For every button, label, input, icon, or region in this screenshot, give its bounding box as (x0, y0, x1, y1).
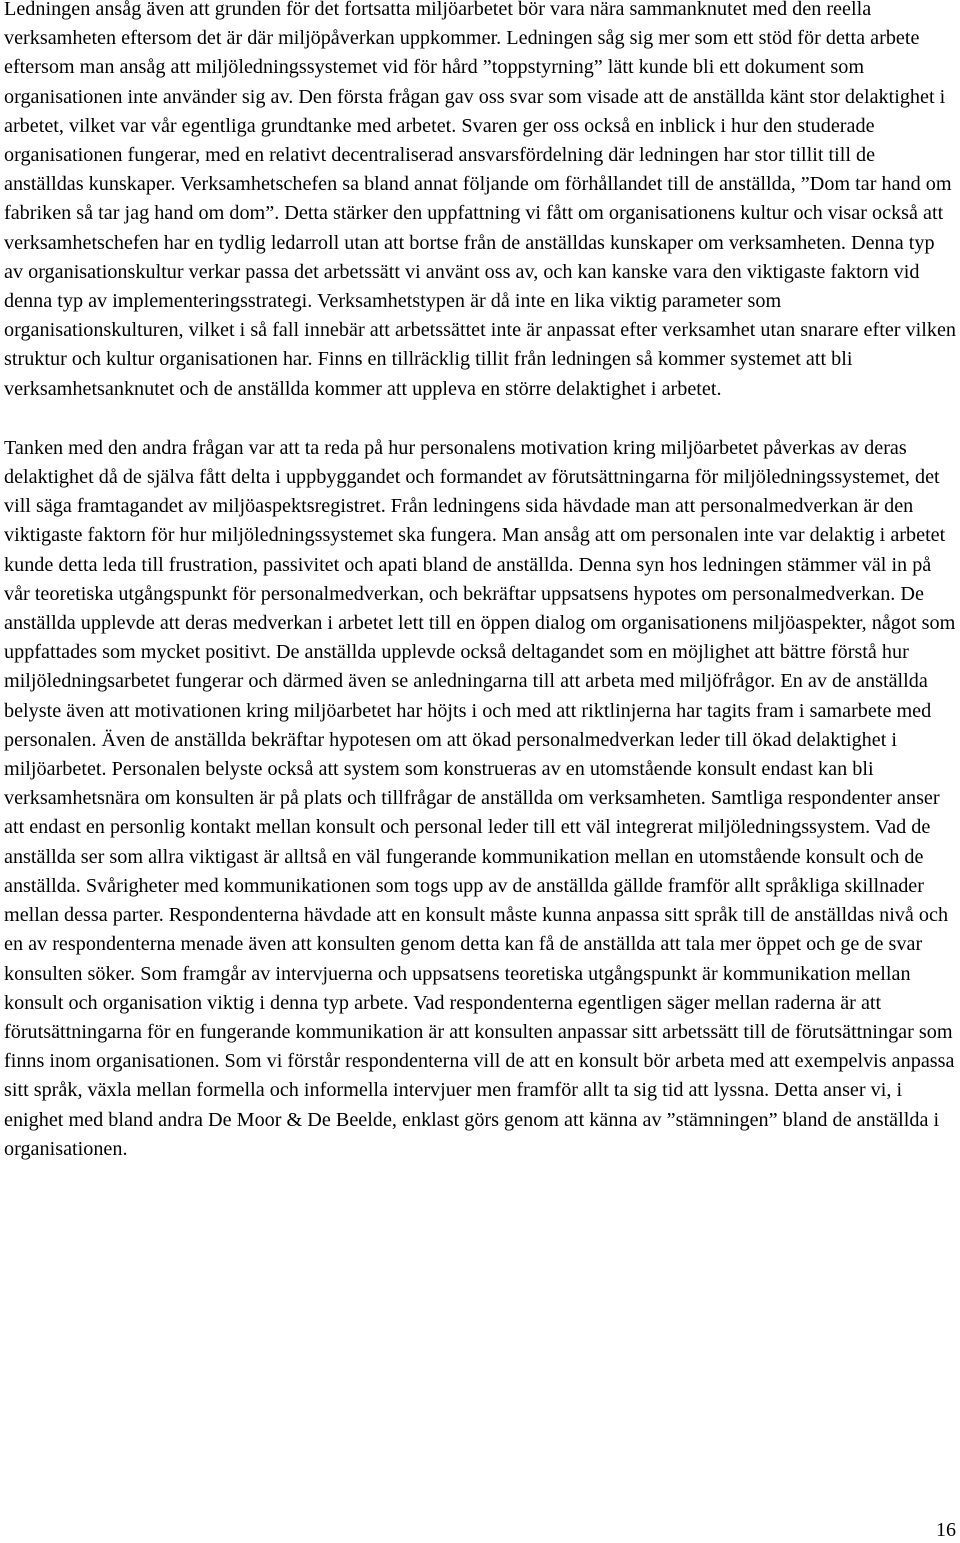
page-number: 16 (936, 1519, 956, 1541)
paragraph-1: Ledningen ansåg även att grunden för det fortsatta miljöarbetet bör vara nära sammanknutet med den reella verksamheten eftersom det är där miljöpåverkan uppkommer. Ledningen såg sig mer som ett stöd för detta arbete eftersom man ansåg att miljöledningssystemet vid för hård ”toppstyrning” lätt kunde bli ett dokument som organisationen inte använder sig av. Den första frågan gav oss svar som visade att de anställda känt stor delaktighet i arbetet, vilket var vår egentliga grundtanke med arbetet. Svaren ger oss också en inblick i hur den studerade organisationen fungerar, med en relativt decentraliserad ansvarsfördelning där ledningen har stor tillit till de anställdas kunskaper. Verksamhetschefen sa bland annat följande om förhållandet till de anställda, ”Dom tar hand om fabriken så tar jag hand om dom”. Detta stärker den uppfattning vi fått om organisationens kultur och visar också att verksamhetschefen har en tydlig ledarroll utan att bortse från de anställdas kunskaper om verksamheten. Denna typ av organisationskultur verkar passa det arbetssätt vi använt oss av, och kan kanske vara den viktigaste faktorn vid denna typ av implementeringsstrategi. Verksamhetstypen är då inte en lika viktig parameter som organisationskulturen, vilket i så fall innebär att arbetssättet inte är anpassat efter verksamhet utan snarare efter vilken struktur och kultur organisationen har. Finns en tillräcklig tillit från ledningen så kommer systemet att bli verksamhetsanknutet och de anställda kommer att uppleva en större delaktighet i arbetet. (4, 0, 957, 400)
document-page (4, 0, 956, 1164)
paragraph-2: Tanken med den andra frågan var att ta reda på hur personalens motivation kring miljöarbetet påverkas av deras delaktighet då de själva fått delta i uppbyggandet och formandet av förutsättningarna för miljöledningssystemet, det vill säga framtagandet av miljöaspektsregistret. Från ledningens sida hävdade man att personalmedverkan är den viktigaste faktorn för hur miljöledningssystemet ska fungera. Man ansåg att om personalen inte var delaktig i arbetet kunde detta leda till frustration, passivitet och apati bland de anställda. Denna syn hos ledningen stämmer väl in på vår teoretiska utgångspunkt för personalmedverkan, och bekräftar uppsatsens hypotes om personalmedverkan. De anställda upplevde att deras medverkan i arbetet lett till en öppen dialog om organisationens miljöaspekter, något som uppfattades som mycket positivt. De anställda upplevde också deltagandet som en möjlighet att bättre förstå hur miljöledningsarbetet fungerar och därmed även se anledningarna till att arbeta med miljöfrågor. En av de anställda belyste även att motivationen kring miljöarbetet har höjts i och med att riktlinjerna har tagits fram i samarbete med personalen. Även de anställda bekräftar hypotesen om att ökad personalmedverkan leder till ökad delaktighet i miljöarbetet. Personalen belyste också att system som konstrueras av en utomstående konsult endast kan bli verksamhetsnära om konsulten är på plats och tillfrågar de anställda om verksamheten. Samtliga respondenter anser att endast en personlig kontakt mellan konsult och personal leder till ett väl integrerat miljöledningssystem. Vad de anställda ser som allra viktigast är alltså en väl fungerande kommunikation mellan en utomstående konsult och de anställda. Svårigheter med kommunikationen som togs upp av de anställda gällde framför allt språkliga skillnader mellan dessa parter. Respondenterna hävdade att en konsult måste kunna anpassa sitt språk till de anställdas nivå och en av respondenterna menade även att konsulten genom detta kan få de anställda att tala mer öppet och ge de svar konsulten söker. Som framgår av intervjuerna och uppsatsens teoretiska utgångspunkt är kommunikation mellan konsult och organisation viktig i denna typ arbete. Vad respondenterna egentligen säger mellan raderna är att förutsättningarna för en fungerande kommunikation är att konsulten anpassar sitt arbetssätt till de förutsättningar som finns inom organisationen. Som vi förstår respondenterna vill de att en konsult bör arbeta med att exempelvis anpassa sitt språk, växla mellan formella och informella intervjuer men framför allt ta sig tid att lyssna. Detta anser vi, i enighet med bland andra De Moor & De Beelde, enklast görs genom att känna av ”stämningen” bland de anställda i organisationen. (4, 436, 956, 1160)
